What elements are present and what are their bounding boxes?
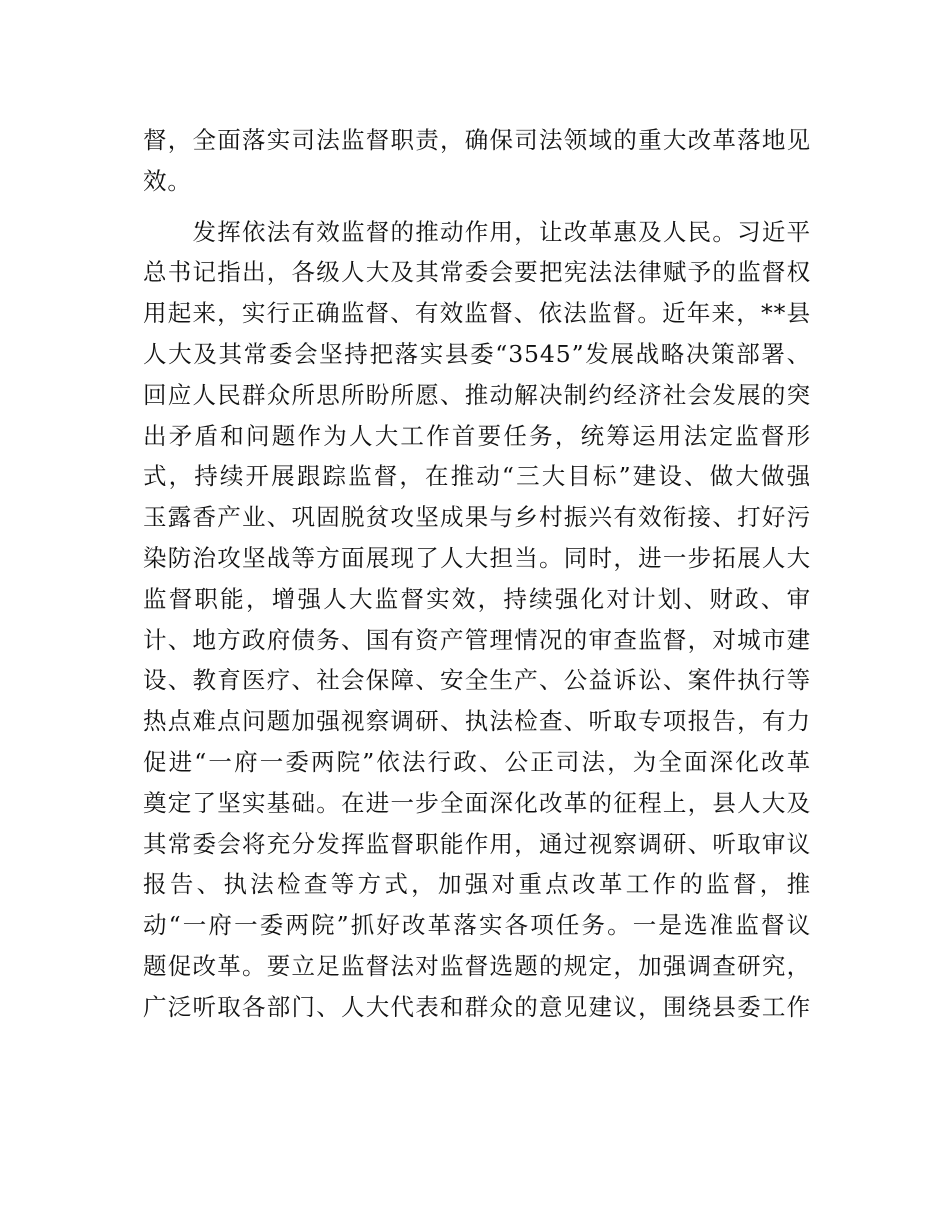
paragraph-1 <box>143 120 811 202</box>
text-line: 出矛盾和问题作为人大工作首要任务，统筹运用法定监督形 <box>143 421 811 450</box>
text-line: 效。 <box>143 166 192 195</box>
text-line: 设、教育医疗、社会保障、安全生产、公益诉讼、案件执行等 <box>143 666 811 695</box>
text-line: 促进“一府一委两院”依法行政、公正司法，为全面深化改革 <box>143 747 811 776</box>
text-line: 其常委会将充分发挥监督职能作用，通过视察调研、听取审议 <box>143 829 811 858</box>
text-line: 回应人民群众所思所盼所愿、推动解决制约经济社会发展的突 <box>143 380 811 409</box>
text-line: 督，全面落实司法监督职责，确保司法领域的重大改革落地见 <box>143 126 811 154</box>
text-line: 热点难点问题加强视察调研、执法检查、听取专项报告，有力 <box>143 707 811 736</box>
text-line: 动“一府一委两院”抓好改革落实各项任务。一是选准监督议 <box>143 911 811 940</box>
text-line: 报告、执法检查等方式，加强对重点改革工作的监督，推 <box>143 870 811 899</box>
text-line: 题促改革。要立足监督法对监督选题的规定，加强调查研究， <box>143 951 811 980</box>
text-line: 人大及其常委会坚持把落实县委“3545”发展战略决策部署、 <box>143 339 811 368</box>
text-line: 式，持续开展跟踪监督，在推动“三大目标”建设、做大做强 <box>143 462 811 491</box>
text-line: 染防治攻坚战等方面展现了人大担当。同时，进一步拓展人大 <box>143 543 811 572</box>
text-line: 监督职能，增强人大监督实效，持续强化对计划、财政、审 <box>143 584 811 613</box>
text-line: 广泛听取各部门、人大代表和群众的意见建议，围绕县委工作 <box>143 992 811 1021</box>
text-line: 玉露香产业、巩固脱贫攻坚成果与乡村振兴有效衔接、打好污 <box>143 503 811 532</box>
paragraph-2 <box>143 212 811 1028</box>
text-line: 用起来，实行正确监督、有效监督、依法监督。近年来，**县 <box>143 299 811 328</box>
text-line: 发挥依法有效监督的推动作用，让改革惠及人民。习近平 <box>143 217 811 246</box>
text-line: 总书记指出，各级人大及其常委会要把宪法法律赋予的监督权 <box>143 258 811 287</box>
document-body <box>143 120 811 1028</box>
text-line: 奠定了坚实基础。在进一步全面深化改革的征程上，县人大及 <box>143 788 811 817</box>
paragraph-spacing <box>143 202 811 212</box>
text-line: 计、地方政府债务、国有资产管理情况的审查监督，对城市建 <box>143 625 811 654</box>
